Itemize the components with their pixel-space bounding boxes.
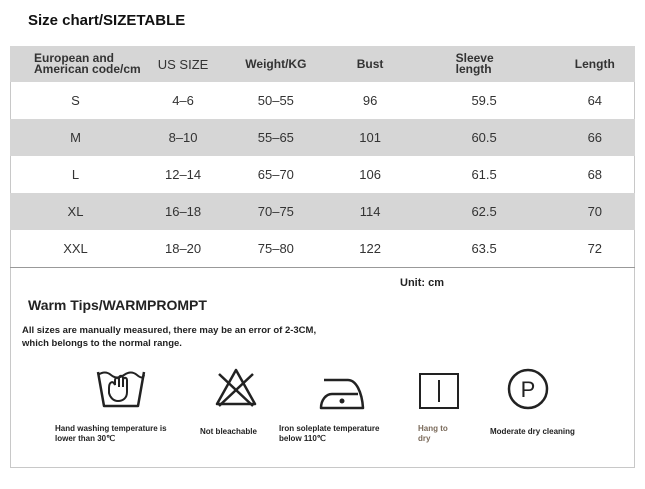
hand-wash-icon (95, 366, 147, 412)
cell-weight: 55–65 (225, 119, 326, 156)
cell-sleeve: 63.5 (471, 241, 497, 256)
unit-label: Unit: cm (400, 277, 444, 289)
cell-sleeve: 62.5 (414, 193, 555, 230)
hand-wash-label-line2: lower than 30℃ (55, 434, 116, 443)
cell-bust: 96 (362, 93, 378, 108)
cell-weight: 50–55 (257, 93, 294, 108)
cell-weight: 70–75 (225, 193, 326, 230)
iron-label-line2: below 110℃ (279, 434, 326, 443)
header-eu-code-line2: American code/cm (34, 62, 141, 76)
table-row (10, 230, 635, 267)
hand-wash-label (55, 424, 167, 444)
iron-label-line1: Iron soleplate temperature (279, 424, 380, 433)
cell-us-size: 8–10 (141, 119, 225, 156)
hang-dry-label (418, 424, 448, 444)
cell-us-size: 4–6 (172, 93, 194, 108)
header-weight: Weight/KG (225, 46, 326, 82)
cell-bust: 106 (359, 167, 381, 182)
iron-icon (318, 372, 366, 412)
header-length: Length (555, 46, 635, 82)
cell-length: 72 (587, 241, 603, 256)
section-divider (10, 267, 635, 268)
table-row (10, 193, 635, 230)
header-us-size: US SIZE (141, 46, 225, 82)
header-sleeve-line1: Sleeve (455, 51, 494, 65)
cell-size: XL (10, 193, 141, 230)
cell-bust: 122 (359, 241, 381, 256)
header-bust: Bust (327, 46, 414, 82)
cell-length: 68 (587, 167, 603, 182)
table-row (10, 156, 635, 193)
header-sleeve-line2: length (455, 62, 492, 76)
note-line-2: which belongs to the normal range. (22, 338, 182, 349)
no-bleach-icon (213, 366, 259, 410)
cell-bust: 101 (327, 119, 414, 156)
cell-length: 70 (555, 193, 635, 230)
cell-us-size: 16–18 (141, 193, 225, 230)
cell-length: 66 (555, 119, 635, 156)
dry-clean-icon (505, 366, 551, 412)
cell-sleeve: 60.5 (414, 119, 555, 156)
dry-clean-label: Moderate dry cleaning (490, 427, 575, 436)
header-eu-code (10, 46, 141, 82)
table-row (10, 82, 635, 119)
hang-dry-label-line2: dry (418, 434, 431, 443)
table-header-row (10, 46, 635, 82)
table-row (10, 119, 635, 156)
cell-size: M (10, 119, 141, 156)
cell-weight: 65–70 (257, 167, 294, 182)
cell-us-size: 18–20 (164, 241, 202, 256)
measurement-note (22, 324, 316, 350)
cell-sleeve: 61.5 (471, 167, 497, 182)
hang-dry-label-line1: Hang to (418, 424, 448, 433)
hand-wash-label-line1: Hand washing temperature is (55, 424, 167, 433)
cell-length: 64 (587, 93, 603, 108)
tips-title: Warm Tips/WARMPROMPT (28, 297, 207, 313)
note-line-1: All sizes are manually measured, there may be an error of 2-3CM, (22, 325, 317, 336)
cell-size: L (71, 167, 80, 182)
iron-label (279, 424, 379, 444)
header-sleeve-length (414, 46, 555, 82)
cell-us-size: 12–14 (164, 167, 202, 182)
dry-clean-letter: P (520, 377, 536, 402)
cell-bust: 114 (327, 193, 414, 230)
hang-dry-icon (418, 372, 460, 410)
page-title: Size chart/SIZETABLE (28, 12, 186, 29)
size-table (10, 46, 635, 267)
cell-weight: 75–80 (257, 241, 294, 256)
header-eu-code-line1: European and (34, 51, 115, 65)
cell-size: XXL (63, 241, 88, 256)
cell-size: S (71, 93, 80, 108)
cell-sleeve: 59.5 (471, 93, 497, 108)
no-bleach-label: Not bleachable (200, 427, 257, 436)
